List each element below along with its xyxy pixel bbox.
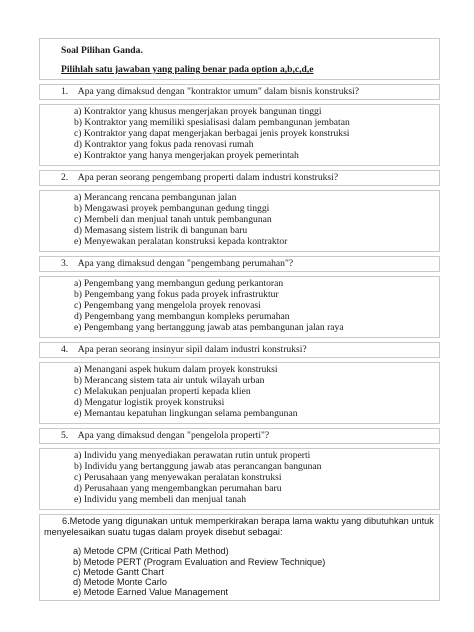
q3-option-d: d) Pengembang yang membangun kompleks perumahan bbox=[74, 311, 290, 322]
q5-option-b: b) Individu yang bertanggung jawab atas perancangan bangunan bbox=[74, 461, 322, 472]
q5-option-d: d) Perusahaan yang mengembangkan perumahan baru bbox=[74, 483, 282, 494]
q2-option-a: a) Merancang rencana pembangunan jalan bbox=[74, 192, 237, 203]
q4-option-e: e) Memantau kepatuhan lingkungan selama pembangunan bbox=[74, 408, 298, 419]
q5-option-e: e) Individu yang membeli dan menjual tanah bbox=[74, 494, 247, 505]
q5-option-a: a) Individu yang menyediakan perawatan rutin untuk properti bbox=[74, 450, 311, 461]
q1-option-c: c) Kontraktor yang dapat mengerjakan berbagai jenis proyek konstruksi bbox=[74, 128, 350, 139]
q3-option-a: a) Pengembang yang membangun gedung perkantoran bbox=[74, 278, 284, 289]
q6-option-a: a) Metode CPM (Critical Path Method) bbox=[73, 546, 229, 556]
q3-option-c: c) Pengembang yang mengelola proyek renovasi bbox=[74, 300, 261, 311]
q1-option-d: d) Kontraktor yang fokus pada renovasi rumah bbox=[74, 139, 254, 150]
document-title: Soal Pilihan Ganda. bbox=[61, 45, 143, 56]
q2-option-c: c) Membeli dan menjual tanah untuk pembangunan bbox=[74, 214, 272, 225]
q4-option-c: c) Melakukan penjualan properti kepada klien bbox=[74, 386, 251, 397]
q6-option-d: d) Metode Monte Carlo bbox=[73, 577, 167, 587]
q5-option-c: c) Perusahaan yang menyewakan peralatan konstruksi bbox=[74, 472, 282, 483]
question-2-text: 2. Apa peran seorang pengembang properti dalam industri konstruksi? bbox=[61, 172, 339, 183]
q4-option-a: a) Menangani aspek hukum dalam proyek konstruksi bbox=[74, 364, 278, 375]
question-1-text: 1. Apa yang dimaksud dengan "kontraktor umum" dalam bisnis konstruksi? bbox=[61, 86, 360, 97]
q1-option-a: a) Kontraktor yang khusus mengerjakan proyek bangunan tinggi bbox=[74, 106, 322, 117]
q3-option-e: e) Pengembang yang bertanggung jawab atas pembangunan jalan raya bbox=[74, 322, 344, 333]
q6-option-c: c) Metode Gantt Chart bbox=[73, 567, 164, 577]
q2-option-b: b) Mengawasi proyek pembangunan gedung tinggi bbox=[74, 203, 270, 214]
q6-option-b: b) Metode PERT (Program Evaluation and Review Technique) bbox=[73, 557, 326, 567]
q6-option-e: e) Metode Earned Value Management bbox=[73, 587, 229, 597]
q4-option-b: b) Merancang sistem tata air untuk wilayah urban bbox=[74, 375, 265, 386]
q2-option-e: e) Menyewakan peralatan konstruksi kepada kontraktor bbox=[74, 236, 288, 247]
q1-option-b: b) Kontraktor yang memiliki spesialisasi dalam pembangunan jembatan bbox=[74, 117, 350, 128]
question-6-text-line1: 6.Metode yang digunakan untuk memperkirakan berapa lama waktu yang dibutuhkan untuk bbox=[62, 516, 434, 526]
question-4-text: 4. Apa peran seorang insinyur sipil dalam industri konstruksi? bbox=[61, 344, 307, 355]
question-6-text-line2: menyelesaikan suatu tugas dalam proyek disebut sebagai: bbox=[44, 527, 283, 537]
question-3-text: 3. Apa yang dimaksud dengan "pengembang perumahan"? bbox=[61, 258, 294, 269]
q3-option-b: b) Pengembang yang fokus pada proyek infrastruktur bbox=[74, 289, 279, 300]
question-5-text: 5. Apa yang dimaksud dengan "pengelola properti"? bbox=[61, 430, 270, 441]
document-instruction: Pilihlah satu jawaban yang paling benar pada option a,b,c,d,e bbox=[61, 64, 314, 75]
q4-option-d: d) Mengatur logistik proyek konstruksi bbox=[74, 397, 225, 408]
q1-option-e: e) Kontraktor yang hanya mengerjakan proyek pemerintah bbox=[74, 150, 299, 161]
q2-option-d: d) Memasang sistem listrik di bangunan baru bbox=[74, 225, 248, 236]
